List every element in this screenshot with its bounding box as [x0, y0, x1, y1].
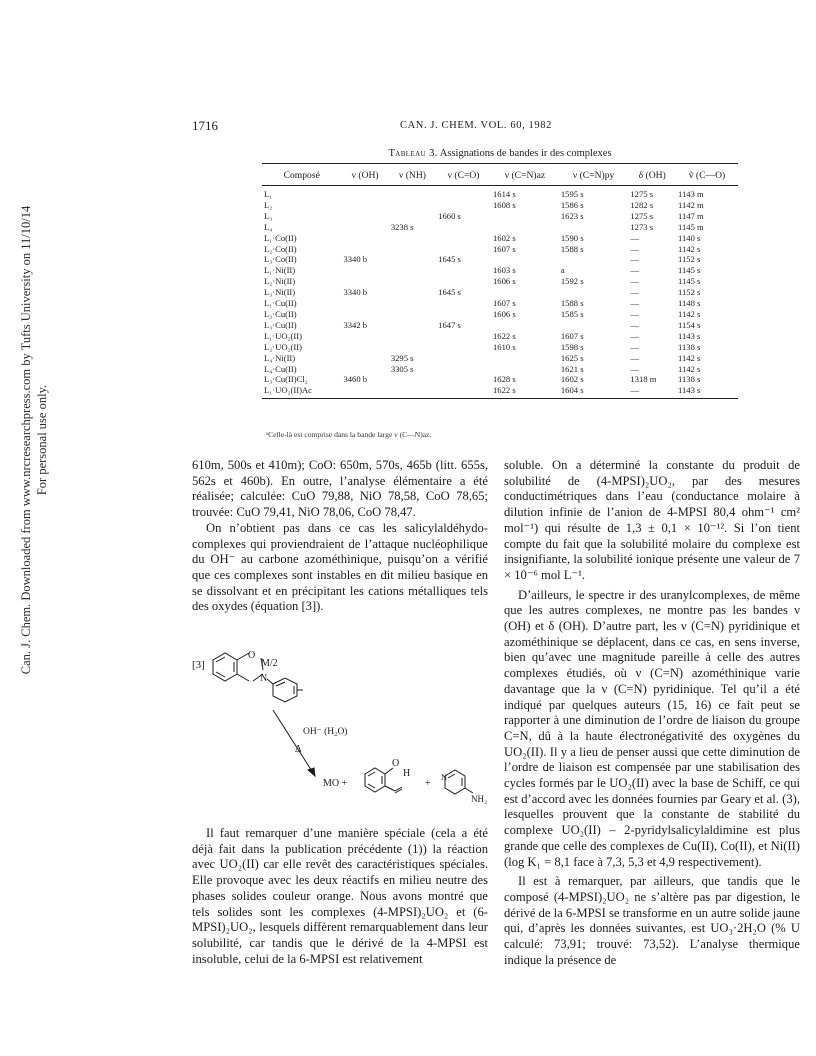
heat-symbol: Δ [295, 744, 302, 755]
band-cell [341, 342, 388, 353]
band-cell: 1586 s [560, 199, 584, 210]
table-header-row [262, 164, 738, 186]
band-cell [341, 222, 388, 233]
table-row [262, 320, 738, 331]
reaction-arrow-shaft [273, 710, 315, 776]
band-cell: — [630, 363, 639, 374]
band-cell: — [630, 352, 639, 363]
band-cell: 1148 s [678, 298, 701, 309]
band-cell [436, 233, 491, 244]
band-cell [389, 374, 436, 385]
band-cell: — [630, 243, 639, 254]
compound-cell: L₁·Cu(II) [264, 298, 297, 309]
paragraph: Il est à remarquer, par ailleurs, que tandis que le composé (4-MPSI)₂UO₂ ne s’altère pas par digestion, le dérivé de la 6-MPSI se transforme en un autre solide jaune qui, d’après les données suivantes, est UO₃·2H₂O (% U calculé: 73,91; trouvé: 73,52). L’analyse thermique indique la présence de [504, 874, 800, 967]
ir-table-container [262, 163, 738, 399]
band-cell [341, 233, 388, 244]
band-cell: 1590 s [560, 232, 584, 243]
right-column [504, 458, 800, 969]
band-cell: — [630, 298, 639, 309]
band-cell [389, 233, 436, 244]
band-cell [559, 222, 629, 233]
band-cell: 1142 m [678, 199, 704, 210]
download-notice [18, 120, 52, 760]
compound-cell: L₃·Ni(II) [264, 287, 296, 298]
table-row [262, 385, 738, 398]
band-cell: 1595 s [560, 189, 584, 199]
band-cell [491, 320, 559, 331]
compound-cell: L₁ [264, 189, 273, 199]
band-cell: 1147 m [678, 210, 704, 221]
band-cell: 3340 b [343, 287, 368, 298]
band-cell [436, 222, 491, 233]
band-cell [436, 276, 491, 287]
band-cell [559, 254, 629, 265]
band-cell [341, 200, 388, 211]
table-row [262, 200, 738, 211]
band-cell [341, 211, 388, 222]
band-cell: 1142 s [678, 243, 701, 254]
band-cell: 1145 m [678, 221, 704, 232]
ir-assignment-table [262, 163, 738, 399]
band-cell [341, 276, 388, 287]
band-cell: — [630, 254, 639, 265]
band-cell: 3295 s [390, 352, 414, 363]
running-header: CAN. J. CHEM. VOL. 60, 1982 [400, 120, 552, 131]
band-cell: — [628, 385, 676, 398]
band-cell [436, 200, 491, 211]
band-cell: 1607 s [560, 330, 584, 341]
compound-cell: L₁·UO₂(II)Ac [262, 385, 341, 398]
band-cell [491, 287, 559, 298]
compound-cell: L₂·Co(II) [264, 243, 297, 254]
band-cell [341, 244, 388, 255]
band-cell: 1142 s [678, 352, 701, 363]
band-cell: — [630, 341, 639, 352]
band-cell [341, 265, 388, 276]
compound-cell: L₂·UO₂(II) [264, 341, 302, 352]
compound-cell: L₄·Ni(II) [264, 352, 296, 363]
compound-cell: L₃·Cu(II) [264, 319, 297, 330]
band-cell: 3340 b [343, 254, 368, 265]
table-row [262, 276, 738, 287]
table-row [262, 374, 738, 385]
band-cell [559, 320, 629, 331]
table-row [262, 244, 738, 255]
band-cell: 1588 s [560, 243, 584, 254]
compound-cell: L₁·UO₂(II) [264, 330, 302, 341]
band-cell: 1140 s [678, 232, 701, 243]
product-mo: MO + [323, 778, 348, 789]
band-cell: 1585 s [560, 308, 584, 319]
paragraph: soluble. On a déterminé la constante du produit de solubilité de (4-MPSI)₂UO₂, par des mesures conductimétriques dans l’eau (conductance molaire à dilution infinie de l’anion de 4-MPSI 80,4 ohm⁻¹ cm² mol⁻¹) qui résulte de 1,3 ± 0,1 × 10⁻¹². Si l’on tient compte du fait que la solubilité molaire du complexe est insignifiante, la solubilité ionique présente une valeur de 7 × 10⁻⁶ mol L⁻¹. [504, 458, 800, 582]
band-cell [491, 222, 559, 233]
band-cell: — [630, 308, 639, 319]
band-cell [491, 364, 559, 375]
band-cell: 1275 s [630, 210, 654, 221]
band-cell: 1607 s [493, 243, 516, 254]
band-cell: 1588 s [560, 298, 584, 309]
download-notice-line-1: Can. J. Chem. Downloaded from www.nrcresearchpress.com by Tufts University on 11/10/14 [19, 205, 33, 675]
band-cell [341, 186, 388, 200]
paragraph: 610m, 500s et 410m); CoO: 650m, 570s, 465b (litt. 655s, 562s et 460b). En outre, l’analyse élémentaire a été réalisée; calculée: CuO 79,88, NiO 78,58, CoO 78,65; trouvée: CuO 79,41, NiO 78,06, CoO 78,47. [192, 458, 488, 520]
band-cell: 1152 s [678, 287, 701, 298]
table-row [262, 211, 738, 222]
reaction-scheme [205, 648, 505, 813]
band-cell: 1138 s [678, 341, 701, 352]
band-cell: 1645 s [438, 287, 461, 298]
band-cell: 1645 s [438, 254, 461, 265]
band-cell: 1614 s [493, 189, 516, 199]
table-row [262, 233, 738, 244]
band-cell [389, 200, 436, 211]
col-header: ν (OH) [341, 164, 388, 186]
paragraph: Il faut remarquer d’une manière spéciale (cela a été déjà fait dans la publication précédente (1)) la réaction avec UO₂(II) car elle revêt des caractéristiques spéciales. Elle provoque avec les deux réactifs en milieu neutre des phases solides couleur orange. Nous avons montré que tels solides sont les complexes (4-MPSI)₂UO₂ et (6-MPSI)₂UO₂, lesquels diffèrent remarquablement dans leur solubilité, car tandis que le dérivé de la 4-MPSI est insoluble, celui de la 6-MPSI est relativement [192, 826, 488, 966]
col-header: ν (C=N)az [491, 164, 559, 186]
pyridine-ring-reactant [273, 678, 297, 702]
band-cell: 1275 s [630, 189, 654, 199]
equation-number: [3] [192, 659, 205, 671]
reaction-arrow-head [308, 768, 315, 776]
table-footnote: ᵃCelle-là est comprise dans la bande large ν (C—N)az. [266, 430, 432, 439]
band-cell: 1660 s [438, 210, 461, 221]
atom-n-ring: N [441, 772, 448, 782]
band-cell [436, 342, 491, 353]
compound-cell: L₄·Cu(II) [264, 363, 297, 374]
table-row [262, 364, 738, 375]
col-header: ν (NH) [389, 164, 436, 186]
amino-group: NH₂ [471, 794, 488, 804]
compound-cell: L₄ [264, 221, 273, 232]
band-cell: 3238 s [390, 221, 414, 232]
compound-cell: L₃ [264, 210, 273, 221]
band-cell [389, 298, 436, 309]
band-cell: 1623 s [560, 210, 584, 221]
band-cell: 1602 s [560, 374, 584, 385]
band-cell [389, 254, 436, 265]
table-row [262, 254, 738, 265]
col-header: ν (C=N)py [559, 164, 629, 186]
band-cell [436, 374, 491, 385]
band-cell: 1647 s [438, 319, 461, 330]
band-cell: 1142 s [678, 308, 701, 319]
compound-cell: L₁·Ni(II) [264, 265, 296, 276]
table-row [262, 298, 738, 309]
band-cell [559, 287, 629, 298]
metal-label: M/2 [261, 658, 278, 669]
band-cell: 1152 s [678, 254, 701, 265]
compound-cell: L₁·Co(II) [264, 232, 297, 243]
band-cell: 1608 s [493, 199, 516, 210]
band-cell: — [630, 276, 639, 287]
band-cell [389, 244, 436, 255]
band-cell [389, 385, 436, 398]
band-cell [389, 276, 436, 287]
col-header: Composé [262, 164, 341, 186]
band-cell [491, 353, 559, 364]
band-cell [389, 331, 436, 342]
page-number: 1716 [192, 118, 218, 133]
col-header: ν (C=O) [436, 164, 491, 186]
band-cell: 1610 s [493, 341, 516, 352]
band-cell: 1606 s [493, 308, 516, 319]
band-cell: 1604 s [559, 385, 629, 398]
band-cell: 3460 b [343, 374, 368, 385]
band-cell: 1145 s [678, 265, 701, 276]
band-cell: 1625 s [560, 352, 584, 363]
band-cell [436, 244, 491, 255]
band-cell [436, 385, 491, 398]
band-cell [436, 364, 491, 375]
table-caption [262, 148, 738, 159]
atom-n-label: N [260, 673, 268, 684]
band-cell [389, 211, 436, 222]
band-cell: 1607 s [493, 298, 516, 309]
atom-h-product: H [403, 768, 411, 779]
band-cell [341, 331, 388, 342]
band-cell [389, 265, 436, 276]
plus-sign: + [425, 778, 431, 789]
band-cell: 1592 s [560, 276, 584, 287]
band-cell: — [630, 287, 639, 298]
table-row [262, 265, 738, 276]
band-cell: 1318 m [630, 374, 657, 385]
table-row [262, 353, 738, 364]
band-cell [436, 186, 491, 200]
paragraph: D’ailleurs, le spectre ir des uranylcomplexes, de même que les autres complexes, ne montre pas les bandes ν (OH) et δ (OH). D’autre part, les ν (C=N) pyridinique et azométhinique se déplacent, dans ce cas, en sens inverse, bien qu’avec une magnitude pareille à celle des autres complexes étudiés, où ν (C=N) azométhinique varie davantage que la ν (C=N) pyridinique. Tel qu’il a été indiqué par quelques auteurs (15, 16) ce fait peut se rapporter à une diminution de l’ordre de liaison du groupe C=N, dû à la haute électronégativité des oxygènes du UO₂(II). Il y a lieu de penser aussi que cette diminution de l’ordre de liaison est compensée par une stabilisation des cycles formés par le UO₂(II) avec la base de Schiff, ce qui est d’accord avec les données fournies par Geary et al. (3), lesquelles prouvent que la constante de stabilité du complexe UO₂(II) – 2-pyridylsalicylaldimine est plus grande que celle des complexes de Cu(II), Co(II), et Ni(II) (log K₁ = 8,1 face à 7,3, 5,3 et 4,9 respectivement). [504, 587, 800, 869]
band-cell: — [630, 232, 639, 243]
band-cell: 1143 m [678, 189, 704, 199]
band-cell [491, 211, 559, 222]
compound-cell: L₂·Ni(II) [264, 276, 296, 287]
download-notice-line-2: For personal use only. [35, 384, 49, 496]
table-row [262, 342, 738, 353]
band-cell: a [560, 265, 565, 276]
band-cell: 1143 s [676, 385, 738, 398]
band-cell [436, 265, 491, 276]
band-cell: 1602 s [493, 232, 516, 243]
compound-cell: L₃·Co(II) [264, 254, 297, 265]
band-cell: 1598 s [560, 341, 584, 352]
atom-o-product: O [392, 758, 400, 769]
band-cell [341, 309, 388, 320]
band-cell: 1622 s [491, 385, 559, 398]
band-cell: 1603 s [493, 265, 516, 276]
col-header: ṽ (C—O) [676, 164, 738, 186]
col-header: δ (OH) [628, 164, 676, 186]
band-cell [341, 364, 388, 375]
band-cell [389, 320, 436, 331]
paragraph: On n’obtient pas dans ce cas les salicylaldéhydo-complexes qui proviendraient de l’attaque nucléophilique du OH⁻ au carbone azométhinique, puisqu’on a vérifié que ces complexes sont instables en dit milieu basique en se dissolvant et en précipitant les cations métalliques tels des oxydes (équation [3]). [192, 520, 488, 614]
band-cell [491, 254, 559, 265]
band-cell [389, 287, 436, 298]
band-cell: — [630, 265, 639, 276]
band-cell [341, 298, 388, 309]
table-row [262, 309, 738, 320]
band-cell: 1138 s [678, 374, 701, 385]
table-caption-label: Tableau 3. [388, 148, 438, 159]
band-cell: 1143 s [678, 330, 701, 341]
band-cell: 1273 s [630, 221, 654, 232]
left-column-top [192, 458, 488, 615]
compound-cell: L₂ [264, 199, 273, 210]
band-cell [341, 353, 388, 364]
band-cell: 1142 s [678, 363, 701, 374]
band-cell: — [630, 319, 639, 330]
table-row [262, 287, 738, 298]
left-column-bottom [192, 826, 488, 967]
band-cell [389, 186, 436, 200]
band-cell: 1145 s [678, 276, 701, 287]
table-caption-text: Assignations de bandes ir des complexes [439, 148, 612, 159]
band-cell: 1622 s [493, 330, 516, 341]
band-cell [389, 342, 436, 353]
band-cell [436, 309, 491, 320]
table-body [262, 186, 738, 399]
reagent-label: OH⁻ (H₂O) [303, 727, 348, 737]
table-row [262, 222, 738, 233]
band-cell: 1154 s [678, 319, 701, 330]
compound-cell: L₃·Cu(II)Cl₂ [264, 374, 308, 385]
table-row [262, 186, 738, 200]
atom-o-label: O [248, 650, 256, 661]
band-cell [341, 385, 388, 398]
band-cell [389, 309, 436, 320]
band-cell: 3305 s [390, 363, 414, 374]
band-cell: 1628 s [493, 374, 516, 385]
band-cell [436, 353, 491, 364]
band-cell: — [630, 330, 639, 341]
band-cell: 3342 b [343, 319, 368, 330]
compound-cell: L₂·Cu(II) [264, 308, 297, 319]
band-cell [436, 331, 491, 342]
band-cell [436, 298, 491, 309]
table-row [262, 331, 738, 342]
band-cell: 1621 s [560, 363, 584, 374]
band-cell: 1606 s [493, 276, 516, 287]
band-cell: 1282 s [630, 199, 654, 210]
